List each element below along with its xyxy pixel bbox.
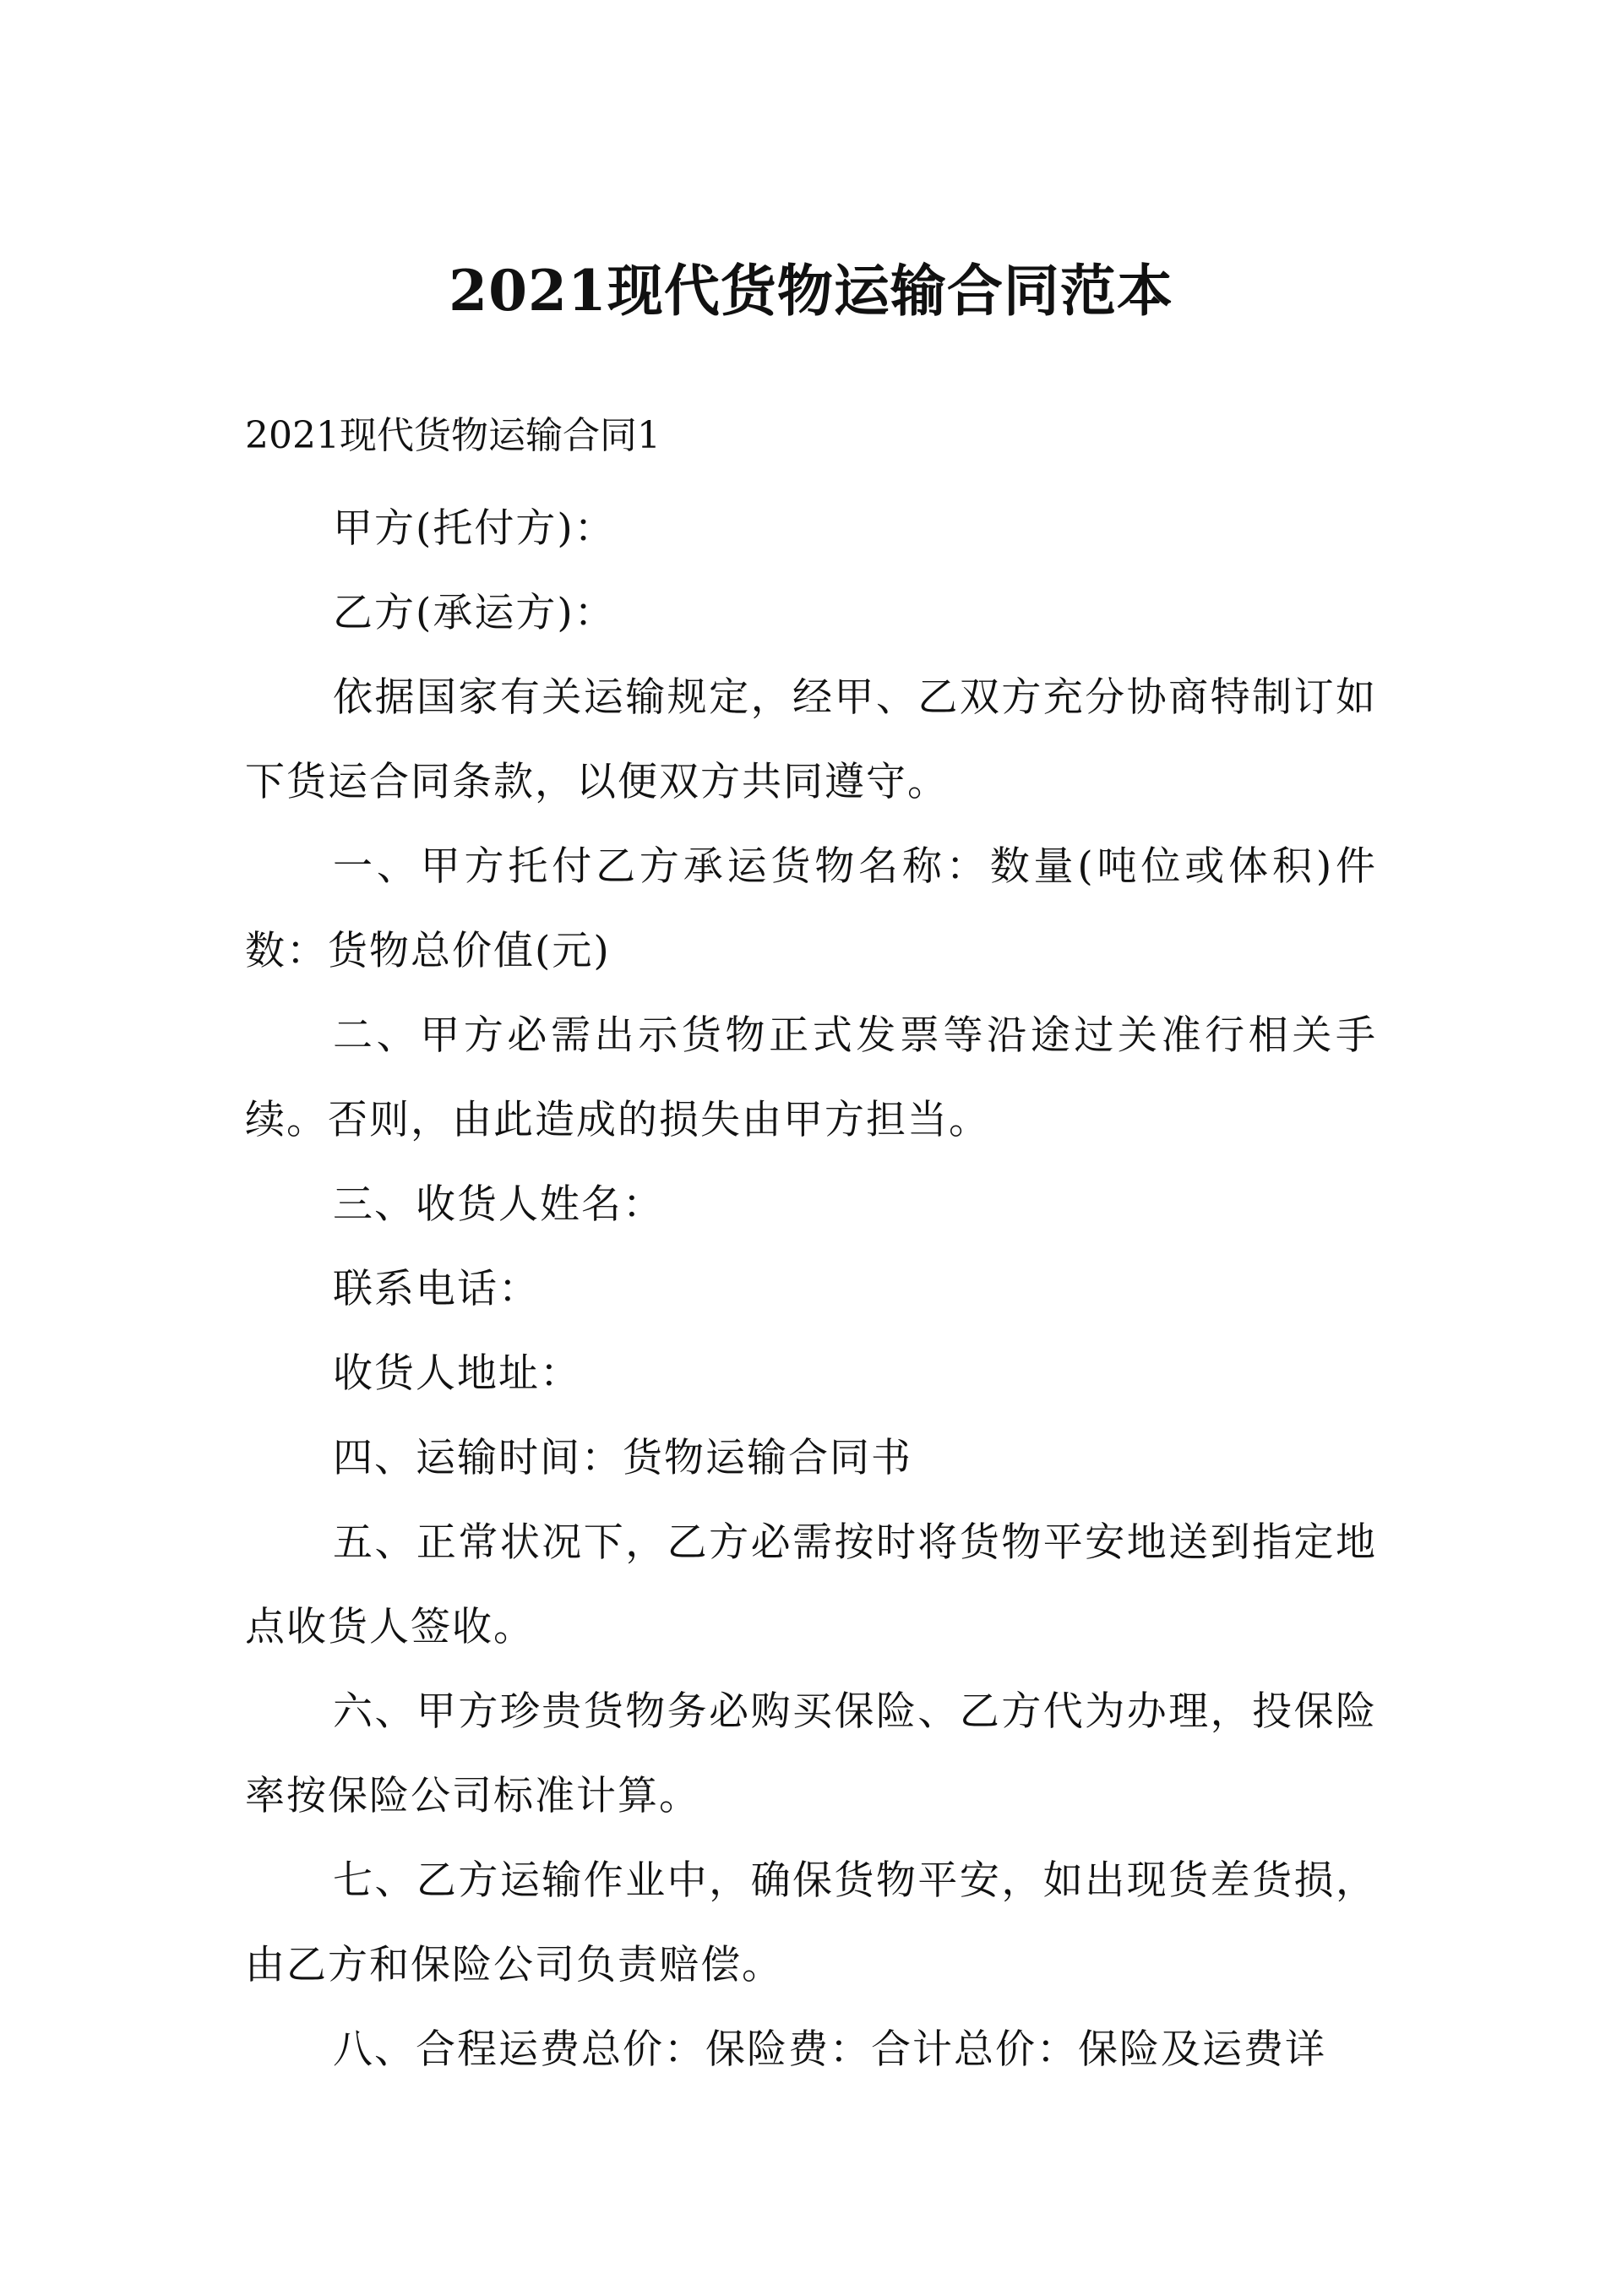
paragraph-clause-8: 八、合程运费总价：保险费：合计总价：保险及运费详 (333, 2026, 1326, 2073)
paragraph-clause-7: 七、乙方运输作业中，确保货物平安，如出现货差货损，由乙方和保险公司负责赔偿。 (245, 1857, 1377, 1988)
document-subtitle: 2021现代货物运输合同1 (245, 414, 661, 457)
paragraph-party-a: 甲方(托付方)： (333, 505, 616, 552)
paragraph-preamble: 依据国家有关运输规定，经甲、乙双方充分协商特制订如下货运合同条款，以便双方共同遵守。 (245, 674, 1377, 805)
paragraph-party-b: 乙方(承运方)： (333, 590, 616, 636)
paragraph-clause-3: 三、收货人姓名： (333, 1181, 664, 1228)
document-body (245, 487, 1377, 2092)
paragraph-clause-4: 四、运输时间：货物运输合同书 (333, 1435, 912, 1481)
paragraph-recipient-address: 收货人地址： (333, 1350, 581, 1397)
paragraph-clause-2: 二、甲方必需出示货物正式发票等沿途过关准行相关手续。否则，由此造成的损失由甲方担当。 (245, 1012, 1377, 1143)
paragraph-contact-phone: 联系电话： (333, 1266, 540, 1312)
paragraph-clause-1: 一、甲方托付乙方承运货物名称：数量(吨位或体积)件数：货物总价值(元) (245, 843, 1377, 974)
paragraph-clause-6: 六、甲方珍贵货物务必购买保险、乙方代为办理，投保险率按保险公司标准计算。 (245, 1688, 1377, 1819)
paragraph-clause-5: 五、正常状况下，乙方必需按时将货物平安地送到指定地点收货人签收。 (245, 1519, 1377, 1650)
document-title: 2021现代货物运输合同范本 (449, 258, 1173, 324)
